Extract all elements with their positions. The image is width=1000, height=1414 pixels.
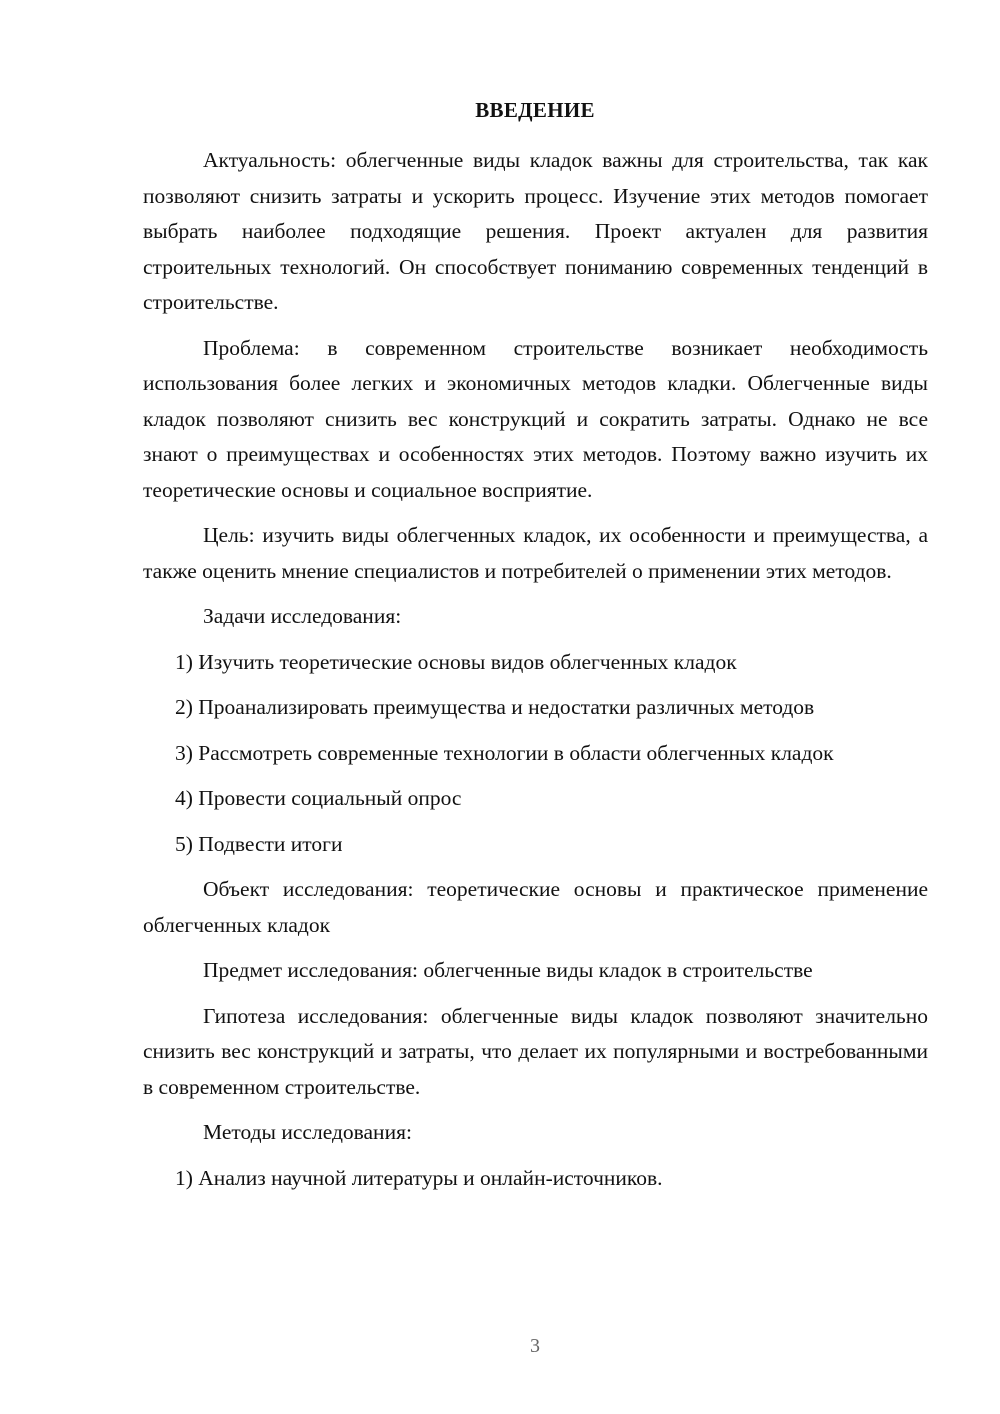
- document-body: [143, 143, 928, 1206]
- goal-paragraph: Цель: изучить виды облегченных кладок, их особенности и преимущества, а также оценить мнение специалистов и потребителей о применении этих методов.: [143, 523, 928, 583]
- problem-paragraph: Проблема: в современном строительстве возникает необходимость использования более легких и экономичных методов кладки. Облегченные виды кладок позволяют снизить вес конструкций и сократить затраты. Однако не все знают о преимуществах и особенностях этих методов. Поэтому важно изучить их теоретические основы и социальное восприятие.: [143, 335, 928, 502]
- task-item: 4) Провести социальный опрос: [175, 786, 462, 810]
- page-number: 3: [530, 1335, 540, 1357]
- task-item: 3) Рассмотреть современные технологии в области облегченных кладок: [175, 740, 834, 765]
- task-item: 2) Проанализировать преимущества и недостатки различных методов: [175, 695, 815, 719]
- subject-paragraph: Предмет исследования: облегченные виды кладок в строительстве: [203, 958, 813, 982]
- tasks-heading: Задачи исследования:: [203, 604, 402, 628]
- object-paragraph: Объект исследования: теоретические основы и практическое применение облегченных кладок: [143, 877, 928, 937]
- task-item: 5) Подвести итоги: [175, 831, 343, 856]
- task-item: 1) Изучить теоретические основы видов облегченных кладок: [175, 649, 737, 674]
- methods-heading: Методы исследования:: [203, 1120, 412, 1144]
- hypothesis-paragraph: Гипотеза исследования: облегченные виды кладок позволяют значительно снизить вес конструкций и затраты, что делает их популярными и востребованными в современном строительстве.: [143, 1003, 928, 1099]
- method-item: 1) Анализ научной литературы и онлайн-источников.: [175, 1165, 663, 1190]
- relevance-paragraph: Актуальность: облегченные виды кладок важны для строительства, так как позволяют снизить затраты и ускорить процесс. Изучение этих методов помогает выбрать наиболее подходящие решения. Проект актуален для развития строительных технологий. Он способствует пониманию современных тенденций в строительстве.: [143, 148, 928, 314]
- page-title: ВВЕДЕНИЕ: [475, 98, 595, 122]
